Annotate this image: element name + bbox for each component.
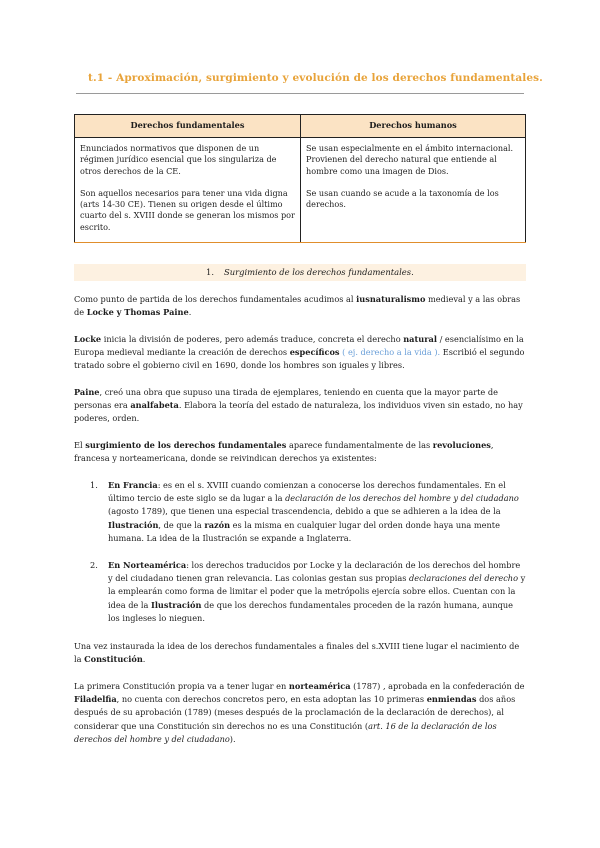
section-number: 1. [206,267,214,277]
text-bold: natural [403,334,437,344]
text: , creó una obra que supuso una tirada de ejemplares, teniendo en cuenta que la mayor parte de personas era [74,387,498,411]
table-text: Se usan especialmente en el ámbito internacional. Provienen del derecho natural que entiende al hombre como una imagen de Dios. [306,143,514,176]
text: Escribió el segundo tratado sobre el gobierno civil en 1690, donde los hombres son iguales y libres. [74,347,525,371]
text-bold: iusnaturalismo [356,294,426,304]
text: dos años después de su aprobación (1789) (meses después de la proclamación de la declaración de derechos), al considerar que una Constitución sin derechos no es una Constitución ( [74,694,516,731]
text: , no cuenta con derechos concretos pero, en esta adoptan las 10 primeras [116,694,427,705]
paragraph-4 [74,439,526,465]
list-marker: 1. [90,480,98,490]
table-cell-humanos [301,138,526,243]
text-italic: declaraciones del derecho [409,573,518,584]
text-bold: enmiendas [426,694,477,705]
list-item-body [108,479,526,545]
paragraph-5 [74,640,526,666]
text: medieval y a las obras de [74,294,521,318]
table-text: Son aquellos necesarios para tener una vida digna (arts 14-30 CE). Tienen su origen desde el último cuarto del s. XVIII donde se generan los mismos por escrito. [80,187,295,232]
text: (agosto 1789), que tienen una especial trascendencia, debido a que se adhieren a la idea de la [108,506,501,517]
table-header-fundamentales: Derechos fundamentales [75,115,301,138]
text: , de que la [158,519,205,530]
text-bold: revoluciones [432,440,491,450]
text: La primera Constitución propia va a tener lugar en [74,681,289,691]
text-bold: norteamérica [288,681,351,691]
text: / esencialísimo en la Europa medieval mediante la creación de derechos [74,334,524,358]
list-item [90,479,526,545]
text-bold: razón [204,519,231,530]
text-bold: surgimiento de los derechos fundamentales [85,440,287,450]
title-divider [76,93,524,94]
text-bold: En Francia [108,480,158,490]
comparison-table [74,114,526,243]
text-bold: específicos [289,347,340,358]
text-italic: art. 16 de la declaración de los derechos del hombre y del ciudadano [74,720,497,744]
text-bold: Constitución [84,654,143,665]
text: ). [229,733,236,744]
example-note: ( ej. derecho a la vida ). [339,347,441,358]
section-title: Surgimiento de los derechos fundamentales. [224,267,414,277]
text-bold: Locke [74,334,102,344]
paragraph-2 [74,333,526,373]
list-item [90,559,526,625]
text-bold: Paine [74,387,100,397]
text: : los derechos traducidos por Locke y la declaración de los derechos del hombre y del ciudadano tienen gran relevancia. Las colonias gestan sus propias [108,560,521,584]
paragraph-6 [74,680,526,746]
list-item-body [108,559,526,625]
text: , francesa y norteamericana, donde se reivindican derechos ya existentes: [74,440,494,464]
text: El [74,440,86,450]
document-title: t.1 - Aproximación, surgimiento y evolución de los derechos fundamentales. [88,72,543,84]
paragraph-1 [74,293,526,319]
text: y la emplearán como forma de limitar el poder que la metrópolis ejercía sobre ellos. Cuentan con la idea de la [108,573,526,610]
table-cell-fundamentales [75,138,301,243]
text: Como punto de partida de los derechos fundamentales acudimos al [74,294,357,304]
list-marker: 2. [90,560,98,570]
paragraph-3 [74,386,526,426]
text: aparece fundamentalmente de las [286,440,433,450]
section-heading [206,267,414,277]
text: es la misma en cualquier lugar del orden donde haya una mente humana. La idea de la Ilustración se expande a Inglaterra. [108,519,500,543]
table-text: Enunciados normativos que disponen de un régimen jurídico esencial que los singulariza de otros derechos de la CE. [80,143,277,176]
text-bold: Ilustración [108,519,159,530]
text-bold: En Norteamérica [108,560,187,570]
text-bold: analfabeta [130,400,179,411]
text-bold: Locke y Thomas Paine [86,307,189,318]
text: (1787) , aprobada en la confederación de [350,681,525,691]
text: de que los derechos fundamentales proceden de la razón humana, aunque los ingleses lo nieguen. [108,599,513,623]
text-bold: Ilustración [150,599,202,610]
text: : es en el s. XVIII cuando comienzan a conocerse los derechos fundamentales. En el último tercio de este siglo se da lugar a la [108,480,506,504]
text: . [142,654,146,665]
text: . [188,307,192,318]
text-bold: Filadelfia [74,694,117,705]
table-header-humanos: Derechos humanos [301,115,526,138]
text: Una vez instaurada la idea de los derechos fundamentales a finales del s.XVIII tiene lugar el nacimiento de la [74,641,520,665]
table-text: Se usan cuando se acude a la taxonomía de los derechos. [306,187,499,210]
text-italic: declaración de los derechos del hombre y del ciudadano [285,493,519,504]
text: inicia la división de poderes, pero además traduce, concreta el derecho [101,334,404,344]
text: . Elabora la teoría del estado de naturaleza, los individuos viven sin estado, no hay poderes, orden. [74,400,523,424]
